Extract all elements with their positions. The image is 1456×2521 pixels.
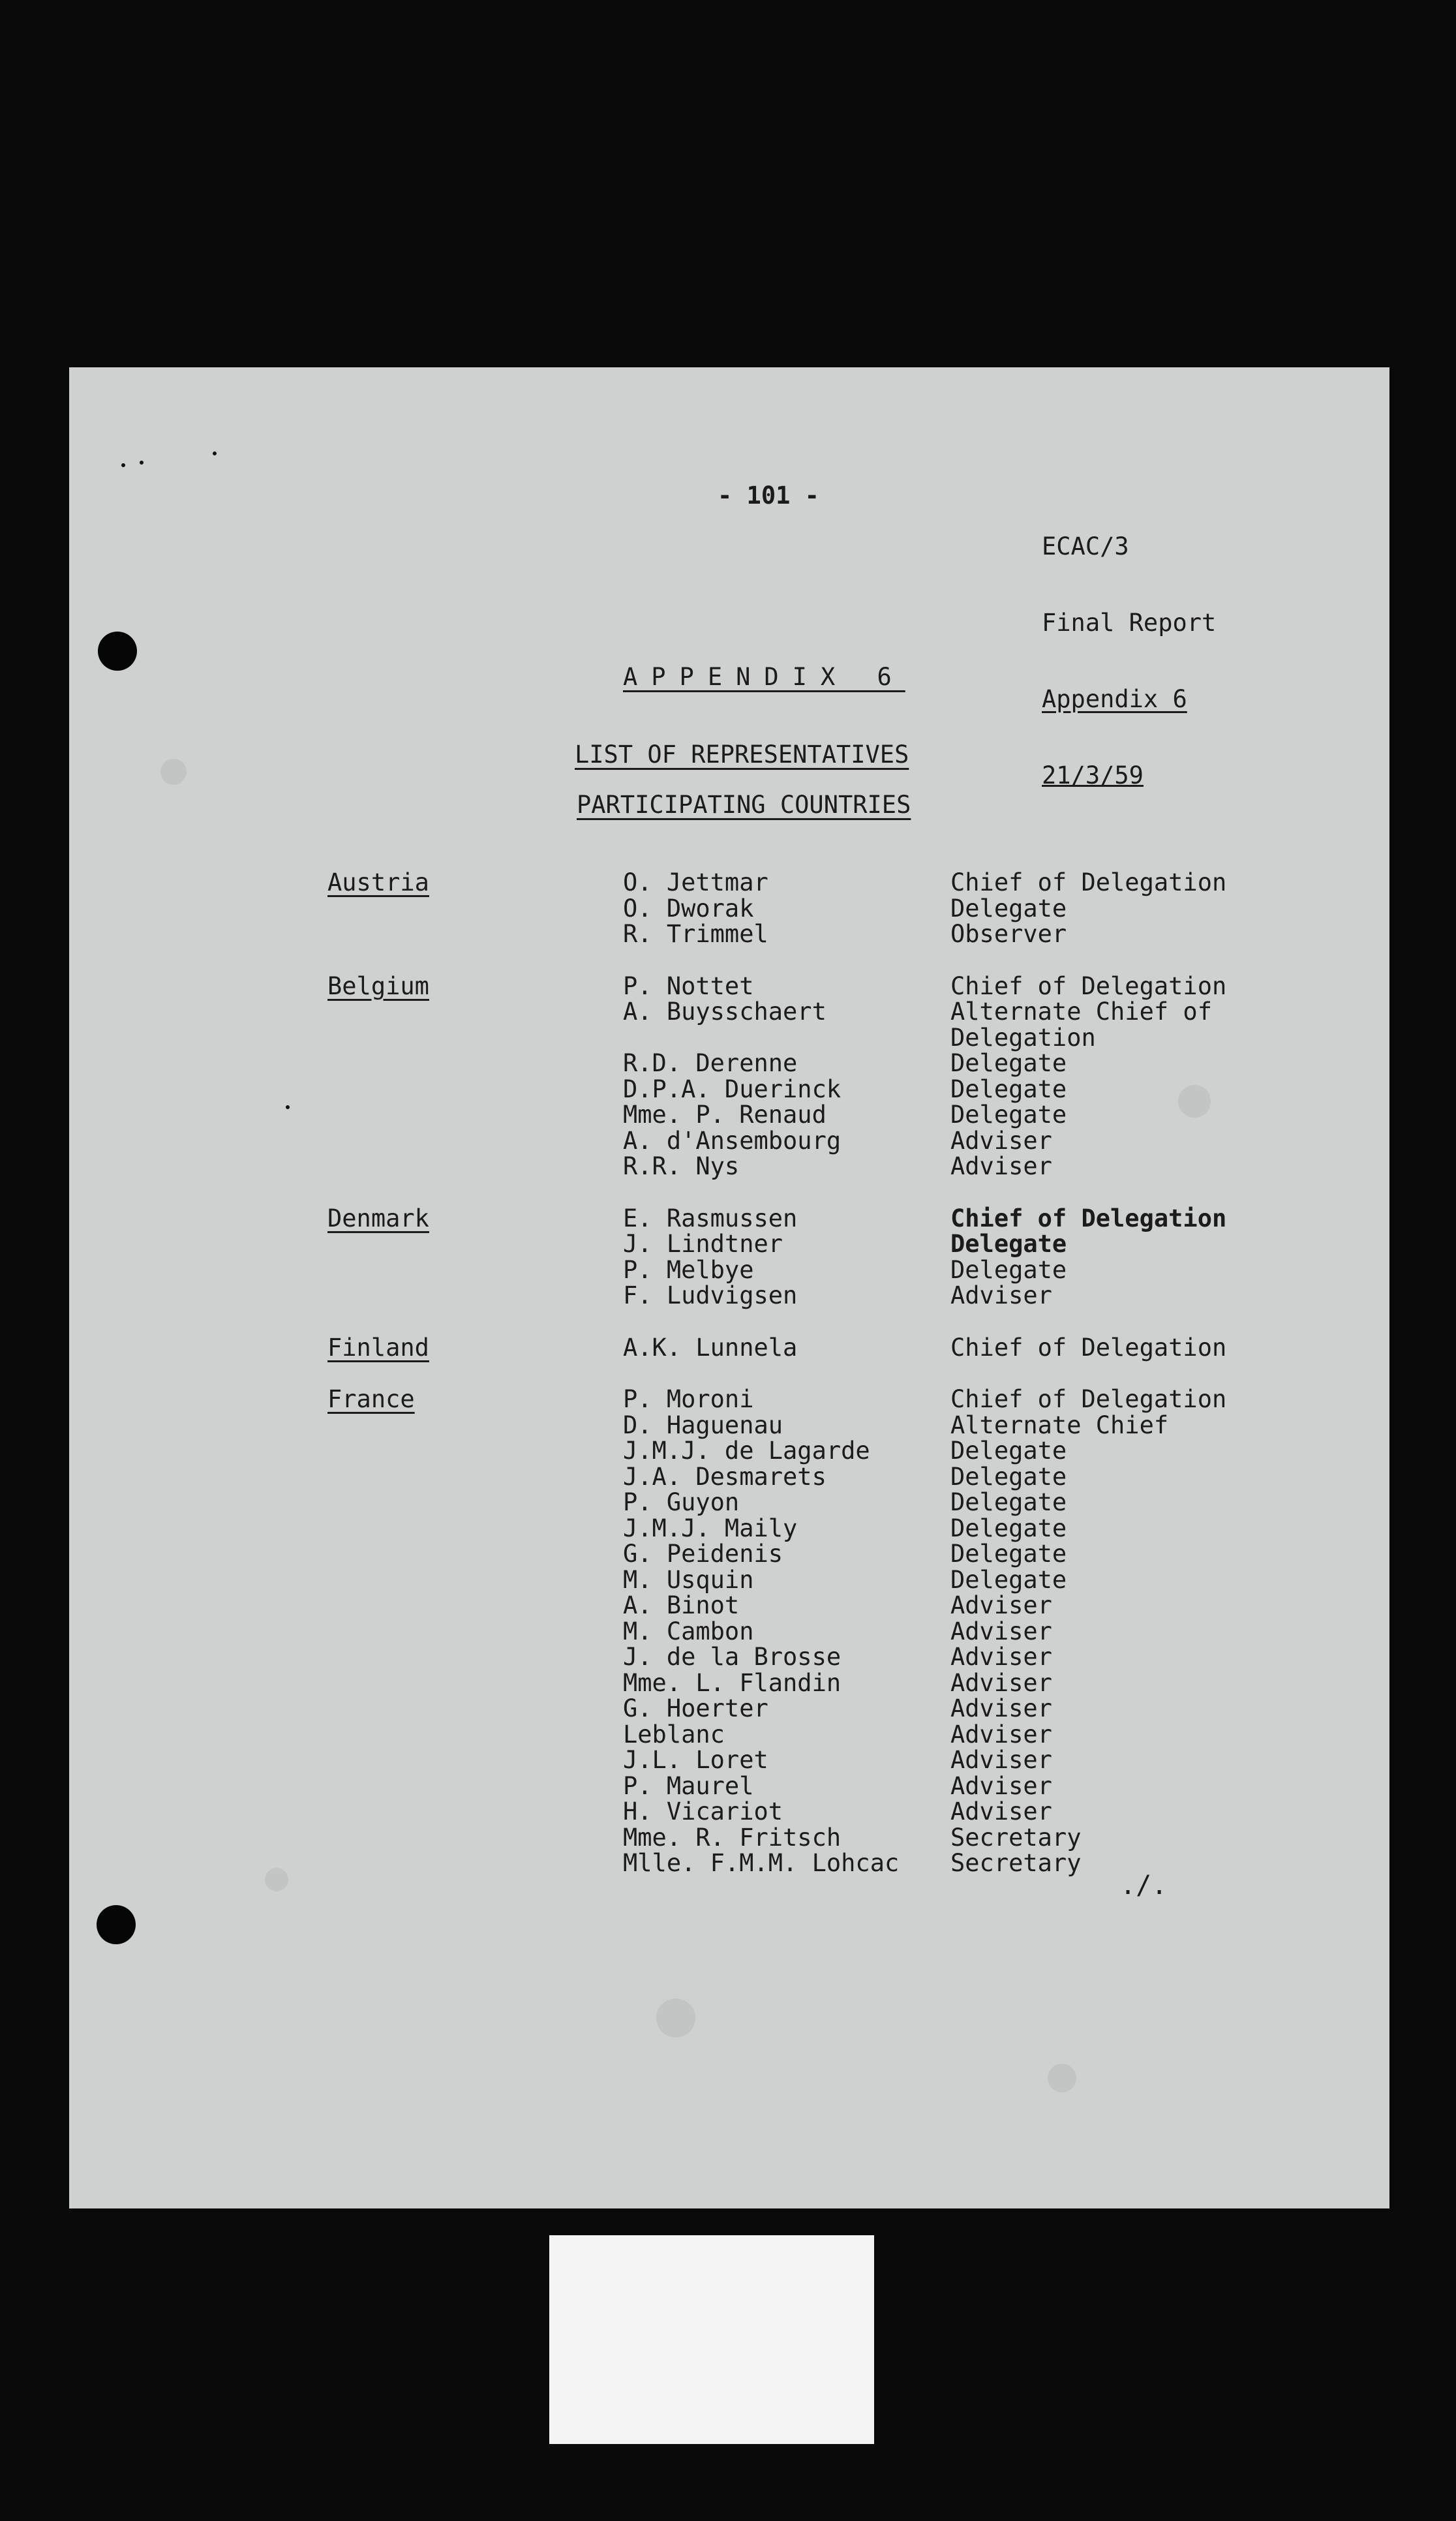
representative-name: P. Moroni: [623, 1385, 754, 1413]
representative-role: Secretary: [950, 1849, 1082, 1877]
representative-name: R.D. Derenne: [623, 1049, 798, 1077]
representative-name: A. d'Ansembourg: [623, 1126, 842, 1155]
representative-role: Adviser: [950, 1281, 1052, 1309]
doc-ref: ECAC/3: [1042, 532, 1129, 560]
representative-name: D. Haguenau: [623, 1411, 783, 1439]
list-heading: LIST OF REPRESENTATIVES: [575, 741, 909, 769]
country-label: Austria: [327, 868, 429, 896]
representative-role: Delegate: [950, 1514, 1067, 1542]
document-date: 21/3/59: [1042, 761, 1144, 789]
representative-role: Adviser: [950, 1797, 1052, 1826]
representative-role: Adviser: [950, 1694, 1052, 1722]
representative-role: Alternate Chief of: [950, 998, 1212, 1026]
document-reference: [1042, 483, 1216, 814]
representative-name: O. Jettmar: [623, 868, 768, 896]
representative-role: Delegate: [950, 1462, 1067, 1491]
ink-speck: [121, 463, 125, 467]
representative-role: Chief of Delegation: [950, 1333, 1227, 1362]
representative-name: J. Lindtner: [623, 1230, 783, 1258]
representative-role: Delegate: [950, 1049, 1067, 1077]
representative-name: J.M.J. de Lagarde: [623, 1437, 870, 1465]
representative-name: P. Nottet: [623, 971, 754, 1000]
representative-role: Adviser: [950, 1617, 1052, 1645]
representative-role: Delegate: [950, 1230, 1067, 1258]
appendix-ref: Appendix 6: [1042, 685, 1187, 713]
representative-role: Delegate: [950, 1488, 1067, 1516]
representative-name: J.L. Loret: [623, 1746, 768, 1774]
representative-role: Chief of Delegation: [950, 1385, 1227, 1413]
country-label: France: [327, 1385, 415, 1413]
paper-blemish: [265, 1868, 288, 1891]
representative-name: M. Usquin: [623, 1565, 754, 1594]
continuation-mark: ./.: [1120, 1871, 1168, 1901]
representative-role: Chief of Delegation: [950, 868, 1227, 896]
representative-name: P. Guyon: [623, 1488, 740, 1516]
representative-role: Delegate: [950, 894, 1067, 923]
representative-role: Delegate: [950, 1255, 1067, 1284]
representative-name: D.P.A. Duerinck: [623, 1075, 842, 1103]
country-label: Belgium: [327, 971, 429, 1000]
representative-name: Mlle. F.M.M. Lohcac: [623, 1849, 900, 1877]
representative-role: Adviser: [950, 1668, 1052, 1697]
representative-role: Adviser: [950, 1720, 1052, 1749]
representative-name: R. Trimmel: [623, 920, 768, 948]
representative-role: Delegate: [950, 1565, 1067, 1594]
ink-speck: [140, 461, 144, 465]
representative-role: Delegate: [950, 1437, 1067, 1465]
representative-name: G. Hoerter: [623, 1694, 768, 1722]
representative-name: E. Rasmussen: [623, 1204, 798, 1232]
representative-role: Chief of Delegation: [950, 1204, 1227, 1232]
representative-role: Chief of Delegation: [950, 971, 1227, 1000]
representative-name: F. Ludvigsen: [623, 1281, 798, 1309]
representative-name: Leblanc: [623, 1720, 725, 1749]
paper-blemish: [656, 1998, 695, 2038]
representative-name: P. Maurel: [623, 1771, 754, 1800]
representative-name: A. Buysschaert: [623, 998, 827, 1026]
ink-speck: [286, 1105, 290, 1109]
paper-blemish: [160, 759, 187, 785]
punch-hole-bottom: [97, 1905, 136, 1944]
representative-name: Mme. R. Fritsch: [623, 1823, 842, 1852]
representative-role: Delegate: [950, 1101, 1067, 1129]
country-label: Finland: [327, 1333, 429, 1362]
representative-name: M. Cambon: [623, 1617, 754, 1645]
report-title: Final Report: [1042, 609, 1217, 637]
representative-role-continued: Delegation: [950, 1023, 1096, 1052]
representative-name: A. Binot: [623, 1591, 740, 1619]
country-label: Denmark: [327, 1204, 429, 1232]
representative-role: Observer: [950, 920, 1067, 948]
page-number: - 101 -: [718, 481, 819, 510]
representative-role: Adviser: [950, 1643, 1052, 1671]
representative-name: R.R. Nys: [623, 1152, 740, 1180]
representative-name: Mme. P. Renaud: [623, 1101, 827, 1129]
ink-speck: [213, 451, 217, 455]
representative-name: O. Dworak: [623, 894, 754, 923]
representative-role: Delegate: [950, 1075, 1067, 1103]
representative-role: Adviser: [950, 1126, 1052, 1155]
card-strip: [549, 2235, 874, 2444]
representative-role: Adviser: [950, 1152, 1052, 1180]
punch-hole-top: [98, 632, 137, 671]
representative-role: Alternate Chief: [950, 1411, 1169, 1439]
representative-role: Adviser: [950, 1771, 1052, 1800]
appendix-heading: APPENDIX 6: [623, 663, 905, 691]
representative-role: Adviser: [950, 1746, 1052, 1774]
representative-name: H. Vicariot: [623, 1797, 783, 1826]
representative-name: J. de la Brosse: [623, 1643, 842, 1671]
representative-name: P. Melbye: [623, 1255, 754, 1284]
representative-role: Adviser: [950, 1591, 1052, 1619]
section-heading: PARTICIPATING COUNTRIES: [577, 791, 911, 819]
representative-name: G. Peidenis: [623, 1540, 783, 1568]
paper-blemish: [1178, 1085, 1211, 1118]
representative-name: J.A. Desmarets: [623, 1462, 827, 1491]
representative-name: Mme. L. Flandin: [623, 1668, 842, 1697]
representative-name: A.K. Lunnela: [623, 1333, 798, 1362]
paper-blemish: [1048, 2064, 1076, 2092]
representative-name: J.M.J. Maily: [623, 1514, 798, 1542]
representative-role: Secretary: [950, 1823, 1082, 1852]
representative-role: Delegate: [950, 1540, 1067, 1568]
